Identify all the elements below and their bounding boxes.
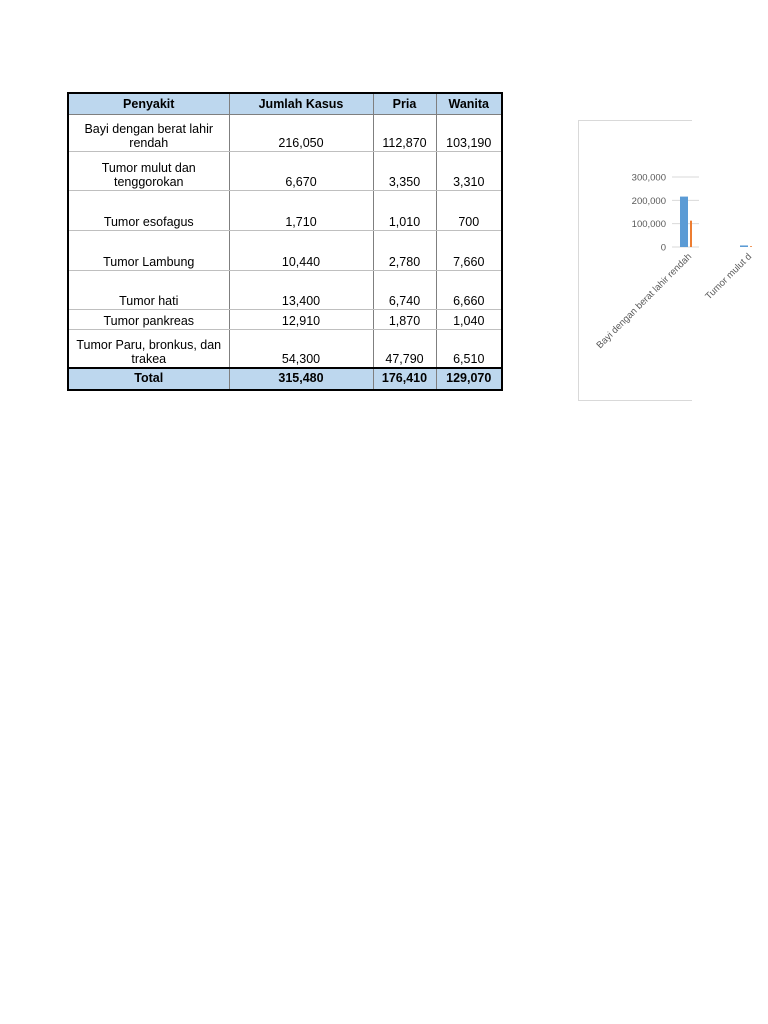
cell-penyakit: Tumor Paru, bronkus, dan trakea — [68, 330, 229, 368]
cell-jumlah: 10,440 — [229, 231, 373, 271]
table-row — [68, 191, 502, 231]
cell-wanita: 700 — [436, 191, 502, 231]
total-pria: 176,410 — [373, 368, 436, 390]
bar-jumlah-kasus — [740, 245, 748, 247]
cell-pria: 1,010 — [373, 191, 436, 231]
cell-wanita: 3,310 — [436, 152, 502, 191]
cell-pria: 2,780 — [373, 231, 436, 271]
cell-pria: 6,740 — [373, 271, 436, 310]
total-label: Total — [68, 368, 229, 390]
cell-pria: 3,350 — [373, 152, 436, 191]
table-row — [68, 231, 502, 271]
cell-pria: 1,870 — [373, 310, 436, 330]
y-tick-label: 300,000 — [631, 172, 666, 184]
cell-pria: 112,870 — [373, 115, 436, 152]
bar-jumlah-kasus — [680, 197, 688, 247]
x-category-label: Tumor mulut d — [703, 251, 755, 303]
cell-wanita: 6,510 — [436, 330, 502, 368]
table-row — [68, 152, 502, 191]
bar-pria — [750, 246, 752, 247]
disease-cases-table — [67, 92, 503, 391]
cell-penyakit: Tumor esofagus — [68, 191, 229, 231]
cell-pria: 47,790 — [373, 330, 436, 368]
y-tick-label: 0 — [660, 242, 666, 254]
cell-penyakit: Tumor hati — [68, 271, 229, 310]
y-tick-label: 100,000 — [631, 219, 666, 231]
total-wanita: 129,070 — [436, 368, 502, 390]
cell-wanita: 7,660 — [436, 231, 502, 271]
cell-jumlah: 13,400 — [229, 271, 373, 310]
table-row — [68, 115, 502, 152]
header-pria: Pria — [373, 93, 436, 115]
total-jumlah: 315,480 — [229, 368, 373, 390]
y-tick-label: 200,000 — [631, 195, 666, 207]
cell-jumlah: 12,910 — [229, 310, 373, 330]
bar-chart[interactable] — [578, 120, 755, 401]
table-row — [68, 310, 502, 330]
x-category-label: Bayi dengan berat lahir rendah — [594, 251, 695, 352]
cell-penyakit: Tumor Lambung — [68, 231, 229, 271]
cell-jumlah: 54,300 — [229, 330, 373, 368]
table-total-row — [68, 368, 502, 390]
cell-penyakit: Tumor pankreas — [68, 310, 229, 330]
table-row — [68, 330, 502, 368]
table-header-row — [68, 93, 502, 115]
cell-penyakit: Tumor mulut dan tenggorokan — [68, 152, 229, 191]
cell-jumlah: 1,710 — [229, 191, 373, 231]
cell-penyakit: Bayi dengan berat lahir rendah — [68, 115, 229, 152]
bar-pria — [690, 221, 692, 247]
header-wanita: Wanita — [436, 93, 502, 115]
header-penyakit: Penyakit — [68, 93, 229, 115]
cell-wanita: 6,660 — [436, 271, 502, 310]
cell-wanita: 1,040 — [436, 310, 502, 330]
header-jumlah-kasus: Jumlah Kasus — [229, 93, 373, 115]
table-row — [68, 271, 502, 310]
bar-chart-svg — [579, 121, 755, 400]
cell-jumlah: 6,670 — [229, 152, 373, 191]
cell-jumlah: 216,050 — [229, 115, 373, 152]
cell-wanita: 103,190 — [436, 115, 502, 152]
